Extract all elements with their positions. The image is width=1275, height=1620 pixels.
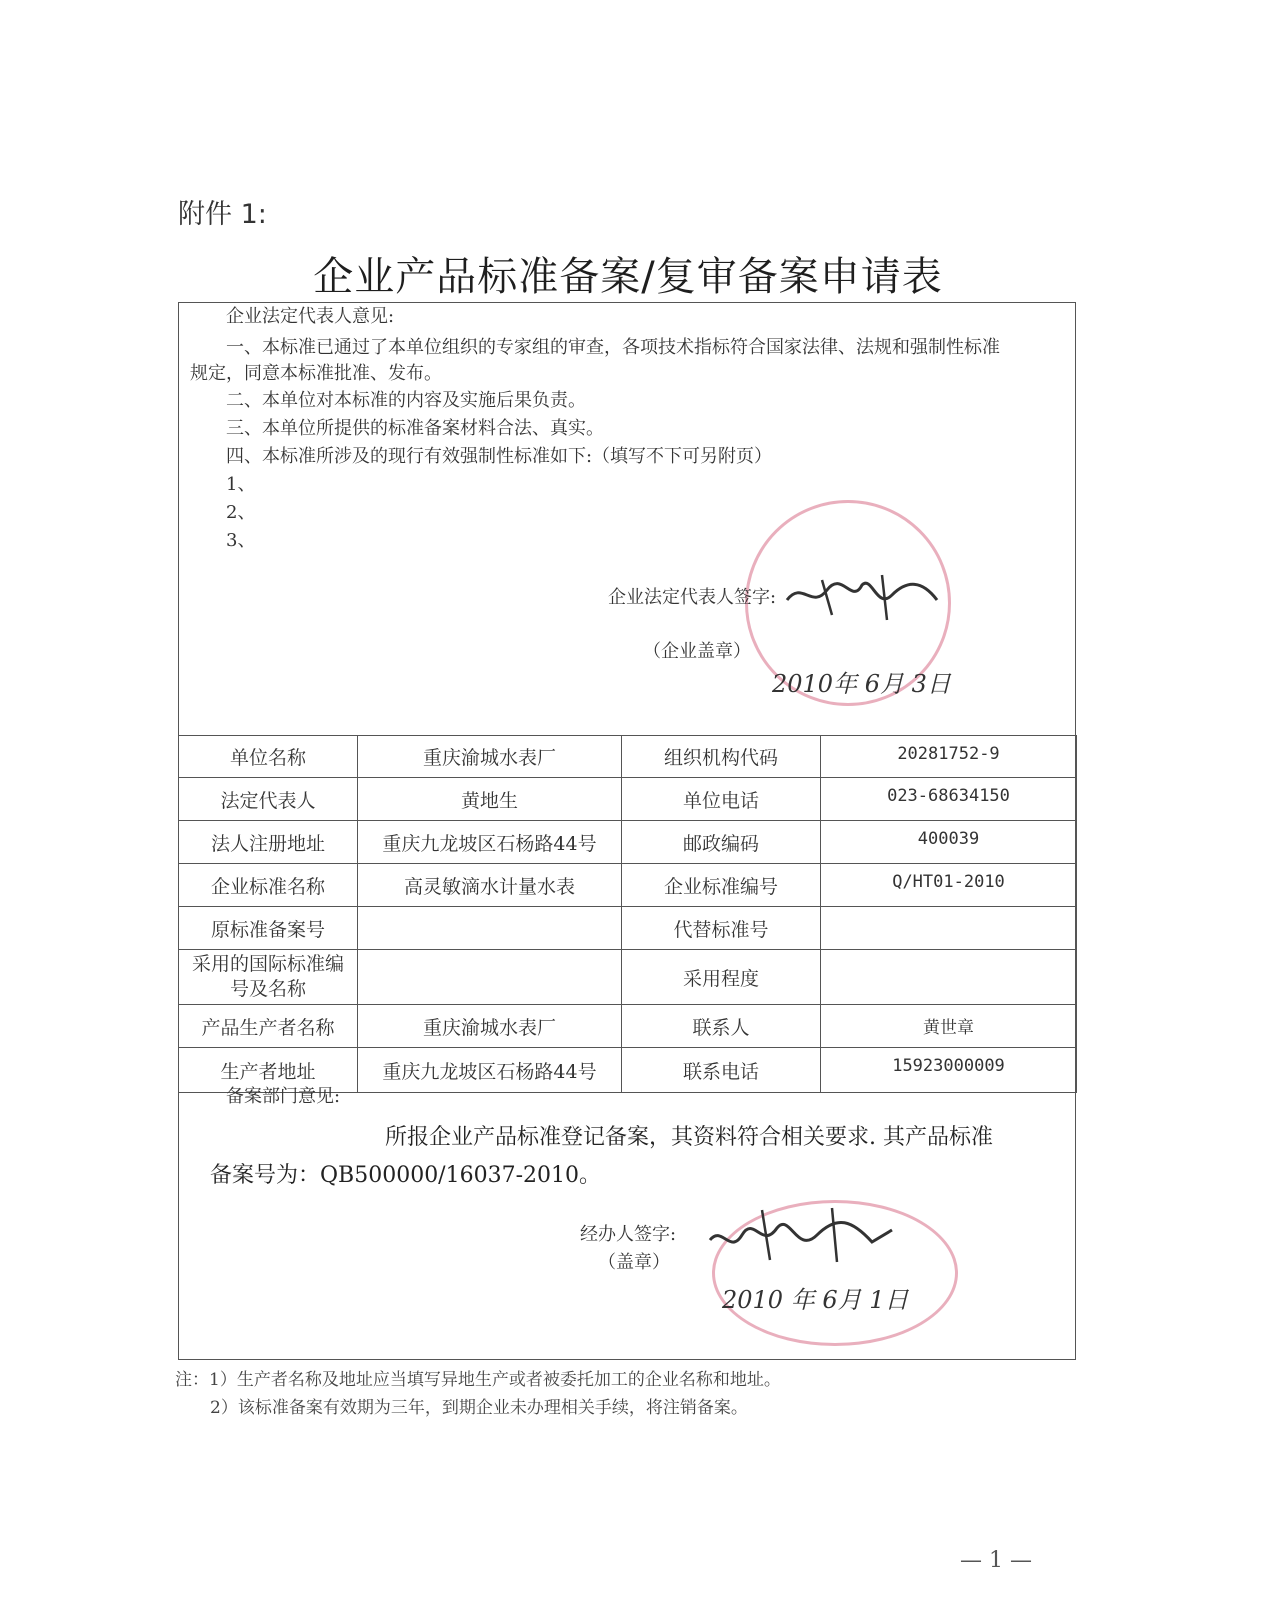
row-value: 黄地生	[358, 778, 622, 821]
row-label: 原标准备案号	[179, 907, 358, 950]
table-row	[179, 1005, 1077, 1048]
row-value	[821, 950, 1077, 1005]
row-label: 企业标准编号	[622, 864, 821, 907]
row-value: Q/HT01-2010	[821, 864, 1077, 907]
table-row	[179, 778, 1077, 821]
row-label: 邮政编码	[622, 821, 821, 864]
mandatory-standard-1: 1、	[226, 474, 256, 495]
opinion-heading: 企业法定代表人意见:	[226, 306, 395, 327]
row-label: 采用的国际标准编号及名称	[179, 950, 358, 1005]
handler-signature	[702, 1200, 902, 1270]
table-row	[179, 907, 1077, 950]
row-label: 采用程度	[622, 950, 821, 1005]
row-label: 法人注册地址	[179, 821, 358, 864]
row-value	[821, 907, 1077, 950]
opinion-item-3: 三、本单位所提供的标准备案材料合法、真实。	[226, 418, 604, 439]
row-value	[358, 907, 622, 950]
row-value: 高灵敏滴水计量水表	[358, 864, 622, 907]
row-label: 代替标准号	[622, 907, 821, 950]
legal-rep-signature	[782, 565, 942, 625]
row-label: 单位名称	[179, 736, 358, 778]
row-value: 重庆渝城水表厂	[358, 1005, 622, 1048]
dept-date: 2010 年 6月 1日	[722, 1286, 909, 1314]
row-label: 联系电话	[622, 1048, 821, 1093]
row-value: 20281752-9	[821, 736, 1077, 778]
table-row	[179, 864, 1077, 907]
row-value: 400039	[821, 821, 1077, 864]
note-2: 2）该标准备案有效期为三年，到期企业未办理相关手续，将注销备案。	[210, 1398, 748, 1418]
row-label: 单位电话	[622, 778, 821, 821]
mandatory-standard-2: 2、	[226, 502, 256, 523]
company-seal-label: （企业盖章）	[643, 641, 751, 662]
note-1: 注：1）生产者名称及地址应当填写异地生产或者被委托加工的企业名称和地址。	[175, 1370, 781, 1390]
filing-number-text: 备案号为：QB500000/16037-2010。	[210, 1163, 602, 1188]
handler-sign-label: 经办人签字:	[580, 1224, 677, 1245]
dept-opinion-text: 所报企业产品标准登记备案，其资料符合相关要求. 其产品标准	[385, 1125, 993, 1150]
opinion-item-1-cont: 规定，同意本标准批准、发布。	[190, 363, 442, 384]
row-value: 黄世章	[821, 1005, 1077, 1048]
row-value: 重庆渝城水表厂	[358, 736, 622, 778]
table-row	[179, 736, 1077, 778]
dept-seal-label: （盖章）	[598, 1252, 670, 1273]
form-title: 企业产品标准备案/复审备案申请表	[313, 254, 943, 300]
row-label: 联系人	[622, 1005, 821, 1048]
legal-rep-sign-label: 企业法定代表人签字:	[608, 587, 777, 608]
opinion-date: 2010年 6月 3日	[772, 670, 951, 698]
row-value: 重庆九龙坡区石杨路44号	[358, 1048, 622, 1093]
attachment-label: 附件 1:	[178, 199, 267, 230]
opinion-item-1: 一、本标准已通过了本单位组织的专家组的审查，各项技术指标符合国家法律、法规和强制性标准	[226, 337, 1000, 358]
row-label: 组织机构代码	[622, 736, 821, 778]
opinion-item-2: 二、本单位对本标准的内容及实施后果负责。	[226, 390, 586, 411]
dept-heading: 备案部门意见:	[226, 1086, 341, 1107]
row-label: 产品生产者名称	[179, 1005, 358, 1048]
row-value: 重庆九龙坡区石杨路44号	[358, 821, 622, 864]
table-row	[179, 950, 1077, 1005]
mandatory-standard-3: 3、	[226, 530, 256, 551]
table-row	[179, 821, 1077, 864]
info-table	[178, 735, 1077, 1093]
row-value: 15923000009	[821, 1048, 1077, 1093]
row-label: 生产者地址	[179, 1048, 358, 1093]
row-value	[358, 950, 622, 1005]
row-label: 企业标准名称	[179, 864, 358, 907]
page-number: — 1 —	[960, 1548, 1032, 1573]
opinion-item-4: 四、本标准所涉及的现行有效强制性标准如下:（填写不下可另附页）	[226, 446, 773, 467]
row-label: 法定代表人	[179, 778, 358, 821]
row-value: 023-68634150	[821, 778, 1077, 821]
